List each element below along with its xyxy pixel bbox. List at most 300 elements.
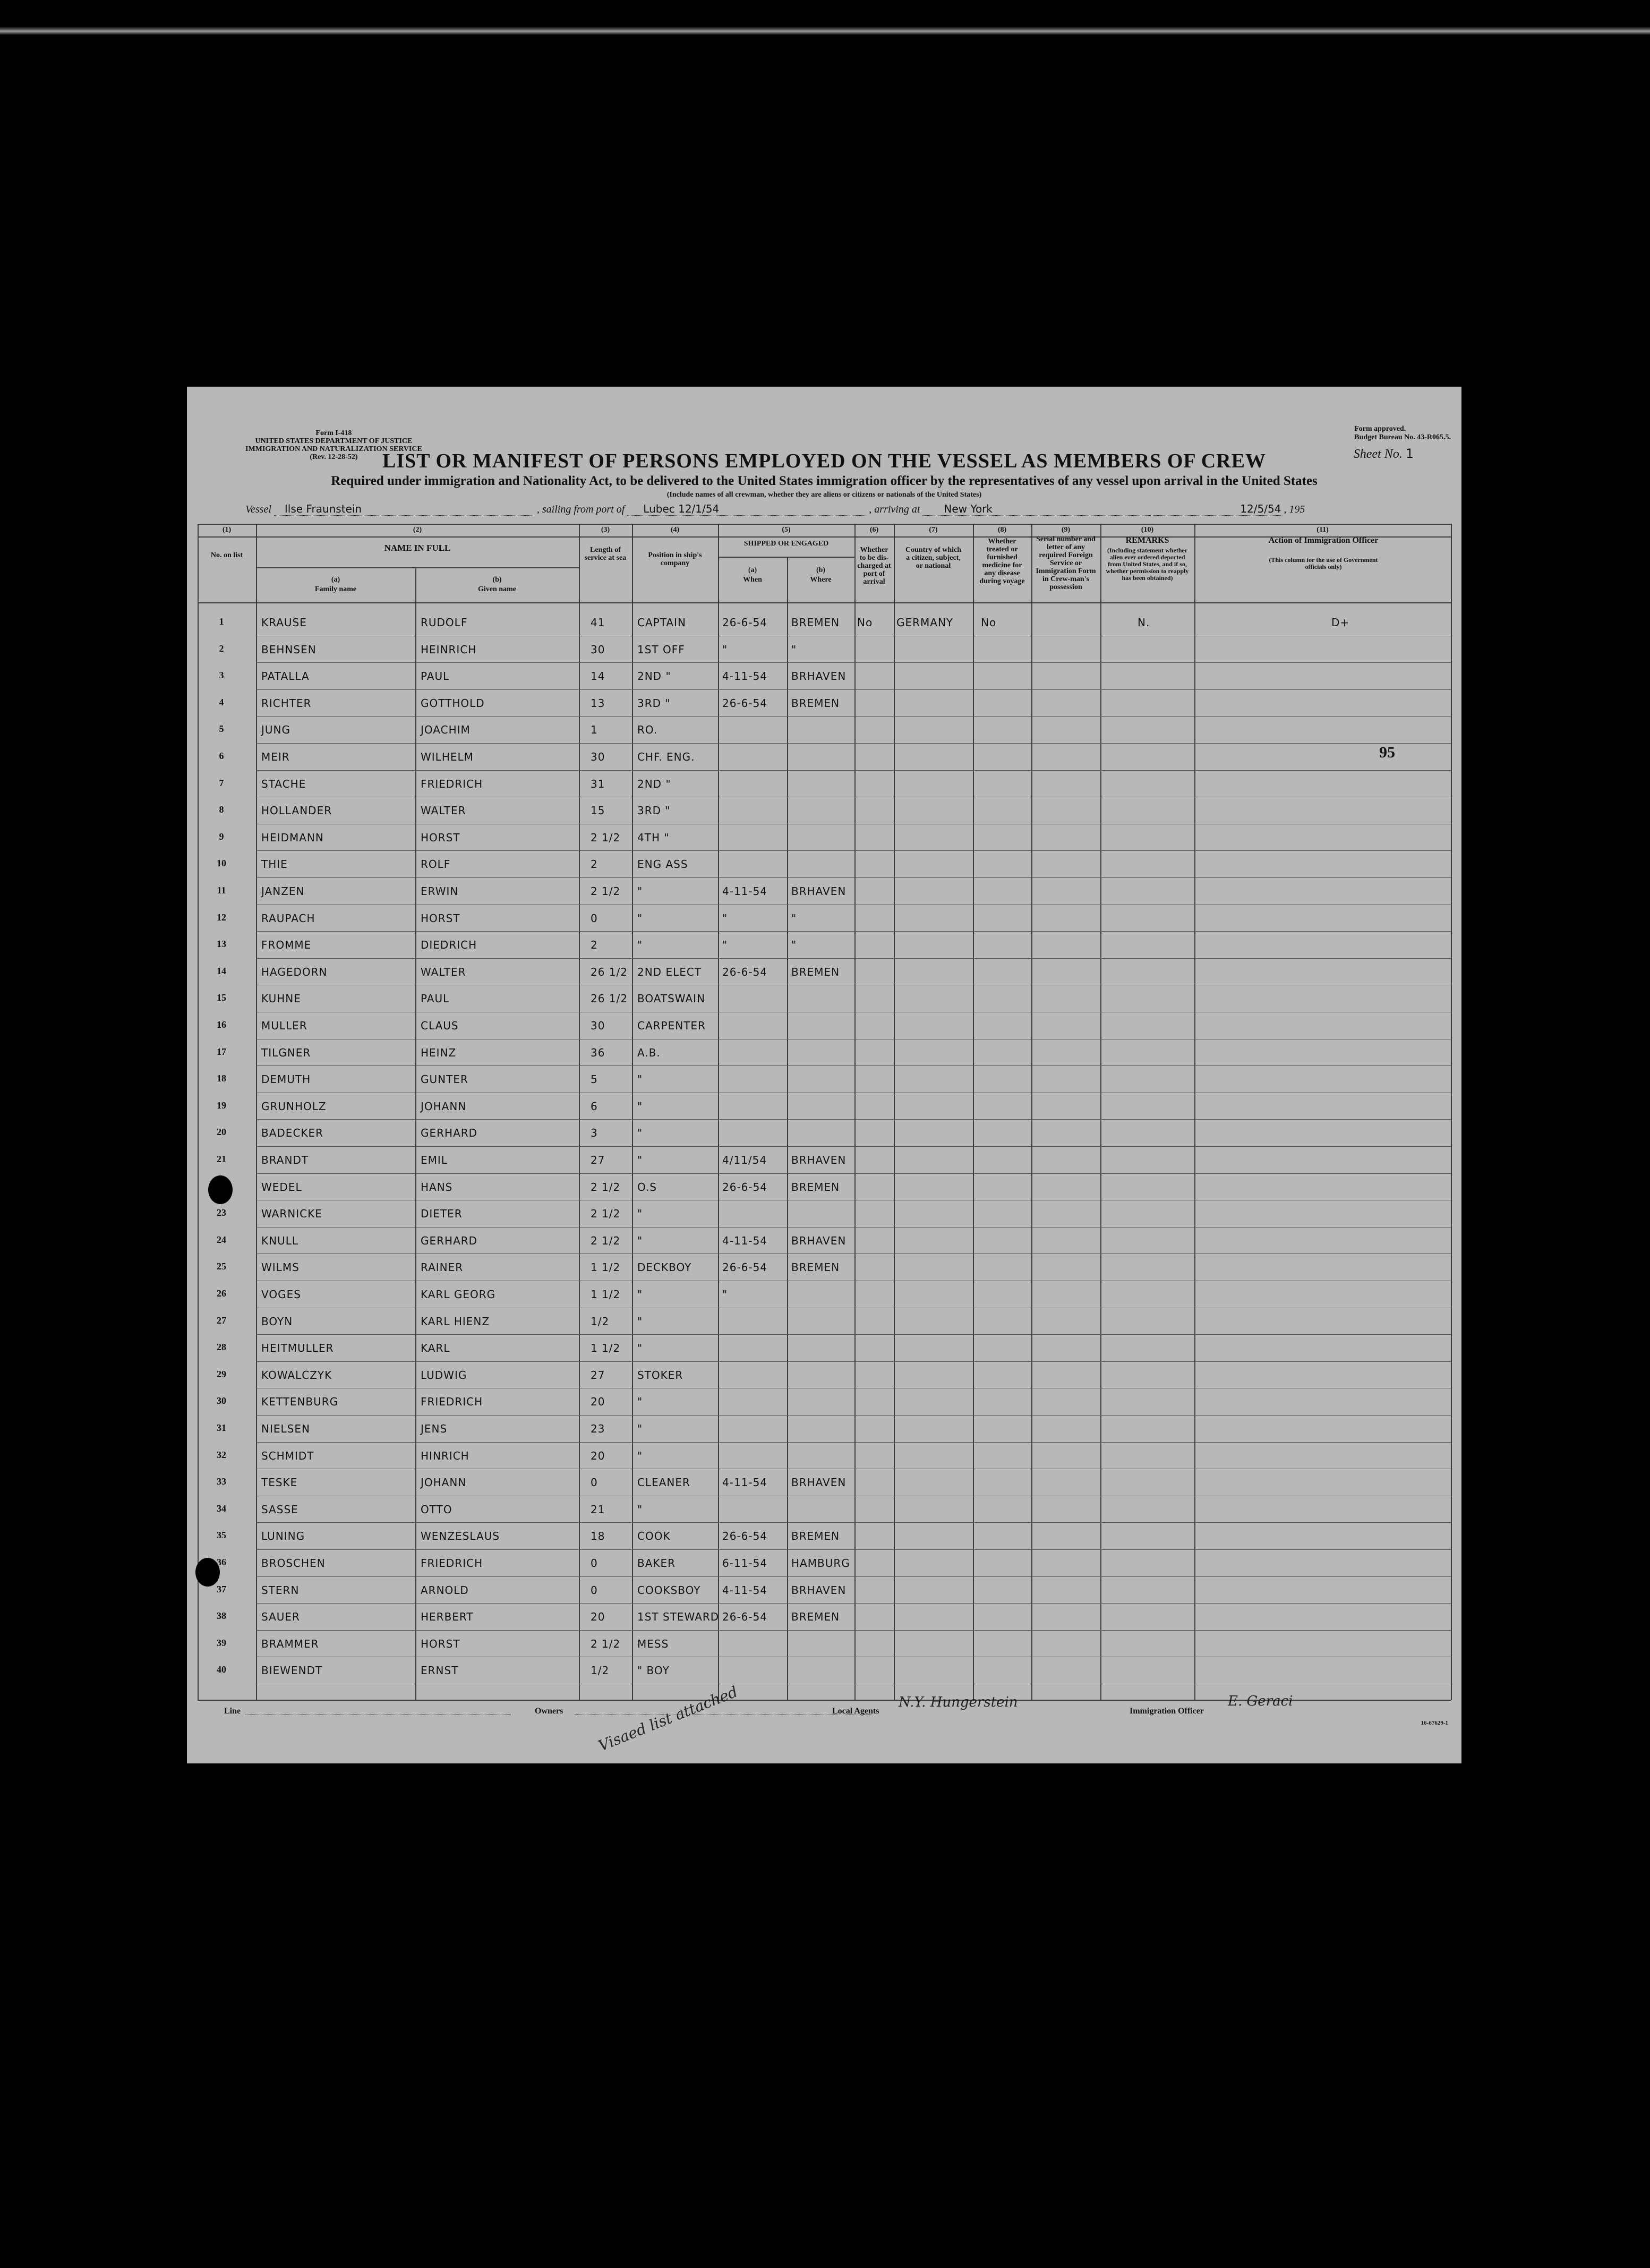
given-name: CLAUS: [421, 1019, 459, 1032]
row-number: 20: [217, 1127, 226, 1138]
given-name: RUDOLF: [421, 616, 468, 629]
arriving-label: , arriving at: [869, 504, 920, 515]
row-number: 4: [219, 696, 224, 707]
given-name: ERWIN: [421, 885, 459, 898]
engaged-when: 4-11-54: [722, 670, 768, 683]
family-name: BIEWENDT: [261, 1664, 323, 1677]
col-divider-country: [894, 524, 895, 1700]
voyage-line: [245, 502, 1305, 516]
ship-position: BOATSWAIN: [637, 992, 706, 1005]
family-name: KOWALCZYK: [261, 1368, 332, 1382]
given-name: FRIEDRICH: [421, 1557, 483, 1570]
family-name: GRUNHOLZ: [261, 1099, 327, 1113]
service-length: 20: [591, 1610, 605, 1624]
stamped-number: 95: [1379, 744, 1395, 761]
ship-position: CARPENTER: [637, 1019, 706, 1032]
crew-manifest-sheet: [187, 387, 1461, 1763]
family-name: KRAUSE: [261, 616, 307, 629]
ship-position: 1ST STEWARD: [637, 1610, 720, 1624]
engaged-when: 26-6-54: [722, 1261, 768, 1274]
engaged-where: BREMEN: [791, 965, 840, 978]
row-number: 3: [219, 670, 224, 681]
ship-position: ": [637, 1099, 643, 1113]
col-divider-serial: [1031, 524, 1032, 1700]
col5a-tag: (a): [748, 566, 757, 574]
col-divider-name: [256, 524, 257, 1700]
engaged-where: BRHAVEN: [791, 885, 847, 898]
given-name: EMIL: [421, 1154, 448, 1166]
col2b-header: Given name: [478, 585, 516, 593]
given-name: WALTER: [421, 965, 466, 978]
row-number: 35: [217, 1530, 226, 1541]
sailing-label: , sailing from port of: [536, 504, 625, 515]
row-number: 18: [217, 1073, 226, 1084]
sheet-number-label: Sheet No.: [1353, 447, 1403, 461]
col7-header: Country of which a citizen, subject, or national: [905, 546, 961, 570]
ship-position: CLEANER: [637, 1476, 690, 1489]
engaged-where: BRHAVEN: [791, 1154, 847, 1166]
service-length: 3: [591, 1127, 598, 1140]
engaged-where: HAMBURG: [791, 1557, 850, 1570]
approval-text: Form approved.: [1354, 425, 1406, 433]
family-name: KUHNE: [261, 992, 301, 1005]
family-name: NIELSEN: [261, 1422, 310, 1435]
engaged-where: BREMEN: [791, 1610, 840, 1624]
col2-number: (2): [413, 526, 422, 534]
row-number: 15: [217, 992, 226, 1003]
engaged-where: ": [791, 643, 797, 656]
ship-position: 2ND ": [637, 777, 671, 790]
family-name: TILGNER: [261, 1046, 311, 1059]
table-right-border: [1451, 524, 1452, 1700]
service-length: 2: [591, 858, 598, 871]
manifest-title: LIST OR MANIFEST OF PERSONS EMPLOYED ON THE VESSEL AS MEMBERS OF CREW: [382, 450, 1266, 472]
immigration-officer-signature: E. Geraci: [1228, 1693, 1293, 1709]
row-number: 24: [217, 1234, 226, 1245]
service-length: 26 1/2: [591, 965, 628, 978]
row-number: 14: [217, 965, 226, 976]
family-name: SCHMIDT: [261, 1449, 314, 1462]
family-name: PATALLA: [261, 670, 310, 683]
col2a-header: Family name: [314, 585, 357, 593]
col3-number: (3): [601, 526, 610, 534]
family-name: MEIR: [261, 751, 290, 763]
table-left-border: [198, 524, 199, 1700]
engaged-when: ": [722, 911, 728, 925]
row-number: 9: [219, 831, 224, 842]
row-number: 30: [217, 1395, 226, 1406]
ship-position: ": [637, 1315, 643, 1328]
given-name: HEINZ: [421, 1046, 457, 1059]
form-approval: [1354, 425, 1451, 442]
given-name: WALTER: [421, 804, 466, 817]
row-number: 21: [217, 1154, 226, 1164]
remarks: N.: [1138, 616, 1150, 629]
ship-position: STOKER: [637, 1368, 683, 1382]
service-length: 14: [591, 670, 605, 683]
engaged-where: BRHAVEN: [791, 1234, 847, 1247]
row-number: 27: [217, 1315, 226, 1326]
given-name: GUNTER: [421, 1073, 468, 1086]
row-number: 8: [219, 804, 224, 815]
service-length: 18: [591, 1530, 605, 1543]
engaged-when: 4-11-54: [722, 1476, 768, 1489]
ship-position: CHF. ENG.: [637, 751, 695, 763]
service-length: 0: [591, 1583, 598, 1597]
service-length: 30: [591, 751, 605, 763]
family-name: HOLLANDER: [261, 804, 332, 817]
col2-header: NAME IN FULL: [384, 543, 451, 553]
family-name: TESKE: [261, 1476, 298, 1489]
family-name: HEITMULLER: [261, 1342, 334, 1355]
table-row-divider: [256, 1415, 1451, 1416]
sheet-number-value: 1: [1405, 446, 1414, 461]
table-row-divider: [256, 1146, 1451, 1147]
col11-number: (11): [1316, 526, 1329, 534]
table-row-divider: [256, 931, 1451, 932]
ship-position: ": [637, 1073, 643, 1086]
table-row-divider: [256, 1173, 1451, 1174]
row-number: 19: [217, 1099, 226, 1111]
family-name: WILMS: [261, 1261, 300, 1274]
given-name: DIEDRICH: [421, 939, 477, 952]
table-row-divider: [256, 958, 1451, 959]
manifest-subtitle: Required under immigration and Nationality Act, to be delivered to the United States immigration officer by the representatives of any vessel upon arrival in the United States: [331, 474, 1318, 488]
ship-position: ": [637, 885, 643, 898]
budget-bureau-number: Budget Bureau No. 43-R065.5.: [1354, 433, 1451, 441]
service-length: 26 1/2: [591, 992, 628, 1005]
given-name: PAUL: [421, 670, 450, 683]
col5b-header: Where: [810, 576, 832, 584]
col1-header: No. on list: [210, 551, 243, 559]
ship-position: ": [637, 911, 643, 925]
service-length: 30: [591, 643, 605, 656]
vessel-name: Ilse Fraunstein: [274, 502, 534, 516]
row-number: 10: [217, 858, 226, 869]
family-name: HEIDMANN: [261, 831, 324, 844]
col11-header: Action of Immigration Officer: [1268, 536, 1379, 545]
table-row-divider: [256, 1603, 1451, 1604]
engaged-when: 26-6-54: [722, 965, 768, 978]
form-revision: (Rev. 12-28-52): [310, 453, 358, 461]
arrival-port: New York: [922, 502, 1151, 516]
col2b-tag: (b): [492, 576, 502, 584]
ship-position: ": [637, 1395, 643, 1409]
given-name: LUDWIG: [421, 1368, 467, 1382]
row-number: 38: [217, 1610, 226, 1622]
vessel-label: Vessel: [245, 504, 271, 515]
visa-annotation: Visaed list attached: [596, 1683, 740, 1755]
col6-header: Whether to be dis-charged at port of arrival: [857, 546, 891, 586]
local-agents-label: Local Agents: [832, 1707, 879, 1716]
col-divider-treated: [973, 524, 974, 1700]
citizenship-country: GERMANY: [896, 616, 954, 629]
engaged-when: 26-6-54: [722, 616, 768, 629]
family-name: STERN: [261, 1583, 300, 1597]
service-length: 0: [591, 1476, 598, 1489]
family-name: JUNG: [261, 723, 290, 737]
service-length: 1/2: [591, 1315, 610, 1328]
ship-position: 4TH ": [637, 831, 670, 844]
service-length: 1: [591, 723, 598, 737]
arrival-date: 12/5/54: [1153, 502, 1281, 516]
given-name: JOACHIM: [421, 723, 471, 737]
family-name: WEDEL: [261, 1180, 302, 1193]
service-length: 1 1/2: [591, 1342, 621, 1355]
engaged-when: ": [722, 939, 728, 952]
engaged-when: ": [722, 1288, 728, 1301]
col10-subheader: (Including statement whether alien ever ordered deported from United States, and if so, whether permission to reapply has been obtained): [1106, 547, 1189, 582]
row-number: 34: [217, 1503, 226, 1514]
family-name: SASSE: [261, 1503, 298, 1516]
given-name: GERHARD: [421, 1127, 478, 1140]
service-length: 2 1/2: [591, 1637, 621, 1650]
punch-hole-lower: [195, 1558, 220, 1587]
discharge-flag: No: [857, 616, 873, 629]
ship-position: 1ST OFF: [637, 643, 685, 656]
engaged-when: 4/11/54: [722, 1154, 767, 1166]
row-number: 12: [217, 911, 226, 923]
engaged-where: ": [791, 939, 797, 952]
given-name: KARL: [421, 1342, 450, 1355]
service-length: 30: [591, 1019, 605, 1032]
row-number: 39: [217, 1637, 226, 1648]
col10-header: REMARKS: [1125, 536, 1169, 545]
departure-port: Lubec 12/1/54: [627, 502, 866, 516]
engaged-where: BREMEN: [791, 1180, 840, 1193]
family-name: MULLER: [261, 1019, 307, 1032]
row-number: 16: [217, 1019, 226, 1030]
service-length: 1 1/2: [591, 1261, 621, 1274]
col2a-tag: (a): [331, 576, 340, 584]
ship-position: A.B.: [637, 1046, 661, 1059]
row-number: 13: [217, 939, 226, 950]
family-name: FROMME: [261, 939, 312, 952]
family-name: KETTENBURG: [261, 1395, 339, 1409]
row-number: 37: [217, 1583, 226, 1595]
col4-header: Position in ship's company: [648, 551, 702, 567]
engaged-when: 26-6-54: [722, 1530, 768, 1543]
table-row-divider: [256, 743, 1451, 744]
manifest-note: (Include names of all crewman, whether they are aliens or citizens or nationals of the United States): [666, 491, 982, 499]
given-name: KARL HIENZ: [421, 1315, 490, 1328]
row-number: 1: [219, 616, 224, 627]
service-length: 15: [591, 804, 605, 817]
row-number: 23: [217, 1207, 226, 1218]
engaged-when: 26-6-54: [722, 696, 768, 710]
ship-position: COOK: [637, 1530, 671, 1543]
ship-position: ": [637, 1449, 643, 1462]
col3-header: Length of service at sea: [584, 546, 627, 562]
row-number: 6: [219, 751, 224, 761]
engaged-where: BREMEN: [791, 696, 840, 710]
sheet-number: [1354, 446, 1414, 462]
service-length: 23: [591, 1422, 605, 1435]
col5-number: (5): [782, 526, 791, 534]
table-row-divider: [256, 850, 1451, 851]
table-row-divider: [256, 1630, 1451, 1631]
shipped-sub-divider: [718, 557, 854, 558]
ship-position: ": [637, 1154, 643, 1166]
family-name: DEMUTH: [261, 1073, 311, 1086]
engaged-when: 26-6-54: [722, 1180, 768, 1193]
given-name: FRIEDRICH: [421, 777, 483, 790]
family-name: SAUER: [261, 1610, 300, 1624]
given-name: GOTTHOLD: [421, 696, 485, 710]
service-length: 2 1/2: [591, 831, 621, 844]
table-row-divider: [256, 1576, 1451, 1577]
family-name: HAGEDORN: [261, 965, 328, 978]
engaged-when: 4-11-54: [722, 1583, 768, 1597]
given-name: DIETER: [421, 1207, 463, 1221]
given-name: ARNOLD: [421, 1583, 469, 1597]
given-name: HORST: [421, 831, 460, 844]
col-divider-action: [1194, 524, 1195, 1700]
row-number: 29: [217, 1368, 226, 1379]
ship-position: COOKSBOY: [637, 1583, 701, 1597]
ship-position: ": [637, 1288, 643, 1301]
family-name: KNULL: [261, 1234, 298, 1247]
col-divider-given: [415, 567, 416, 1700]
ship-position: 3RD ": [637, 696, 671, 710]
service-length: 13: [591, 696, 605, 710]
row-number: 5: [219, 723, 224, 735]
engaged-where: BREMEN: [791, 1261, 840, 1274]
table-row-divider: [256, 1522, 1451, 1523]
given-name: JOHANN: [421, 1099, 467, 1113]
ship-position: 2ND ": [637, 670, 671, 683]
service-name: IMMIGRATION AND NATURALIZATION SERVICE: [245, 445, 422, 453]
scanner-edge: [0, 27, 1650, 35]
row-number: 11: [217, 885, 226, 896]
row-number: 2: [219, 643, 224, 654]
col5b-tag: (b): [816, 566, 826, 574]
table-row-divider: [256, 1361, 1451, 1362]
form-number: Form I-418: [315, 429, 352, 437]
service-length: 20: [591, 1449, 605, 1462]
ship-position: BAKER: [637, 1557, 676, 1570]
col-divider-position: [632, 524, 633, 1700]
engaged-when: ": [722, 643, 728, 656]
table-row-divider: [256, 1119, 1451, 1120]
engaged-where: BREMEN: [791, 1530, 840, 1543]
table-top-border: [198, 524, 1451, 525]
service-length: 6: [591, 1099, 598, 1113]
col-divider-service: [579, 524, 580, 1700]
col-divider-discharged: [854, 524, 856, 1700]
col4-number: (4): [670, 526, 680, 534]
ship-position: 3RD ": [637, 804, 671, 817]
punch-hole-upper: [208, 1175, 233, 1204]
ship-position: ": [637, 939, 643, 952]
row-number: 36: [217, 1557, 226, 1567]
ship-position: CAPTAIN: [637, 616, 686, 629]
col-divider-shipped: [718, 524, 719, 1700]
given-name: HORST: [421, 911, 460, 925]
family-name: BEHNSEN: [261, 643, 317, 656]
given-name: FRIEDRICH: [421, 1395, 483, 1409]
engaged-when: 26-6-54: [722, 1610, 768, 1624]
name-sub-divider: [256, 567, 579, 568]
given-name: HEINRICH: [421, 643, 477, 656]
header-bottom-border: [198, 602, 1451, 603]
given-name: HINRICH: [421, 1449, 469, 1462]
ship-position: ENG ASS: [637, 858, 688, 871]
service-length: 1/2: [591, 1664, 610, 1677]
family-name: JANZEN: [261, 885, 305, 898]
service-length: 2 1/2: [591, 1234, 621, 1247]
table-row-divider: [256, 1442, 1451, 1443]
given-name: OTTO: [421, 1503, 452, 1516]
ship-position: RO.: [637, 723, 658, 737]
given-name: PAUL: [421, 992, 450, 1005]
engaged-where: BREMEN: [791, 616, 840, 629]
department-name: UNITED STATES DEPARTMENT OF JUSTICE: [255, 437, 413, 445]
engaged-where: BRHAVEN: [791, 670, 847, 683]
row-number: 28: [217, 1342, 226, 1353]
ship-position: ": [637, 1234, 643, 1247]
ship-position: MESS: [637, 1637, 669, 1650]
row-number: 7: [219, 777, 224, 788]
immigration-action: D+: [1331, 616, 1350, 629]
line-label: Line: [224, 1707, 241, 1716]
row-number: 31: [217, 1422, 226, 1433]
col7-number: (7): [929, 526, 938, 534]
row-number: 26: [217, 1288, 226, 1299]
given-name: KARL GEORG: [421, 1288, 496, 1301]
service-length: 2 1/2: [591, 885, 621, 898]
service-length: 1 1/2: [591, 1288, 621, 1301]
family-name: WARNICKE: [261, 1207, 322, 1221]
printing-code: 16-67629-1: [1421, 1720, 1448, 1726]
given-name: JENS: [421, 1422, 448, 1435]
ship-position: ": [637, 1207, 643, 1221]
engaged-where: ": [791, 911, 797, 925]
owners-label: Owners: [535, 1707, 563, 1716]
ship-position: DECKBOY: [637, 1261, 692, 1274]
service-length: 0: [591, 911, 598, 925]
service-length: 21: [591, 1503, 605, 1516]
family-name: BRAMMER: [261, 1637, 319, 1650]
col11-subheader: (This column for the use of Government officials only): [1269, 556, 1378, 570]
col5a-header: When: [743, 576, 762, 584]
engaged-when: 4-11-54: [722, 1234, 768, 1247]
family-name: BROSCHEN: [261, 1557, 326, 1570]
family-name: RAUPACH: [261, 911, 315, 925]
local-agents-signature: N.Y. Hungerstein: [899, 1694, 1018, 1710]
given-name: WILHELM: [421, 751, 474, 763]
given-name: ERNST: [421, 1664, 459, 1677]
service-length: 41: [591, 616, 605, 629]
given-name: ROLF: [421, 858, 451, 871]
family-name: BOYN: [261, 1315, 293, 1328]
family-name: THIE: [261, 858, 288, 871]
family-name: LUNING: [261, 1530, 305, 1543]
engaged-where: BRHAVEN: [791, 1476, 847, 1489]
medical-treatment: No: [981, 616, 997, 629]
row-number: 40: [217, 1664, 226, 1675]
col-divider-remarks: [1100, 524, 1101, 1700]
family-name: RICHTER: [261, 696, 312, 710]
service-length: 2 1/2: [591, 1180, 621, 1193]
service-length: 0: [591, 1557, 598, 1570]
service-length: 27: [591, 1154, 605, 1166]
col10-number: (10): [1141, 526, 1154, 534]
immigration-officer-label: Immigration Officer: [1130, 1707, 1204, 1716]
col1-number: (1): [222, 526, 232, 534]
row-number: 33: [217, 1476, 226, 1487]
table-row-divider: [256, 689, 1451, 690]
